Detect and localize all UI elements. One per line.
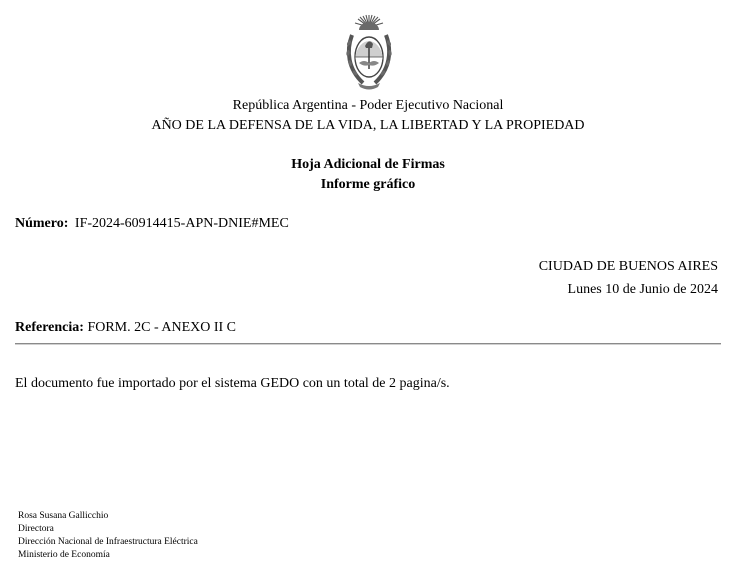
section-divider [15,343,721,345]
signature-block [18,510,198,562]
document-reference-label: Referencia: [15,320,84,335]
document-city: CIUDAD DE BUENOS AIRES [538,259,718,274]
header-year-motto: AÑO DE LA DEFENSA DE LA VIDA, LA LIBERTAD Y LA PROPIEDAD [151,118,585,133]
document-reference [15,319,236,337]
document-subtitle: Informe gráfico [320,177,416,192]
signer-ministry: Ministerio de Economía [18,550,110,560]
header-government-line: República Argentina - Poder Ejecutivo Nacional [232,98,504,113]
document-date: Lunes 10 de Junio de 2024 [567,282,718,297]
signer-role: Directora [18,524,54,534]
document-title: Hoja Adicional de Firmas [291,157,445,172]
argentina-coat-of-arms-icon [343,13,395,93]
document-number-label: Número: [15,216,69,231]
signer-name: Rosa Susana Gallicchio [18,511,109,521]
signer-office: Dirección Nacional de Infraestructura Eléctrica [18,537,198,547]
document-reference-value: FORM. 2C - ANEXO II C [87,320,237,335]
document-body-text: El documento fue importado por el sistema GEDO con un total de 2 pagina/s. [15,376,450,391]
document-number [15,215,289,233]
document-number-value: IF-2024-60914415-APN-DNIE#MEC [74,216,289,231]
